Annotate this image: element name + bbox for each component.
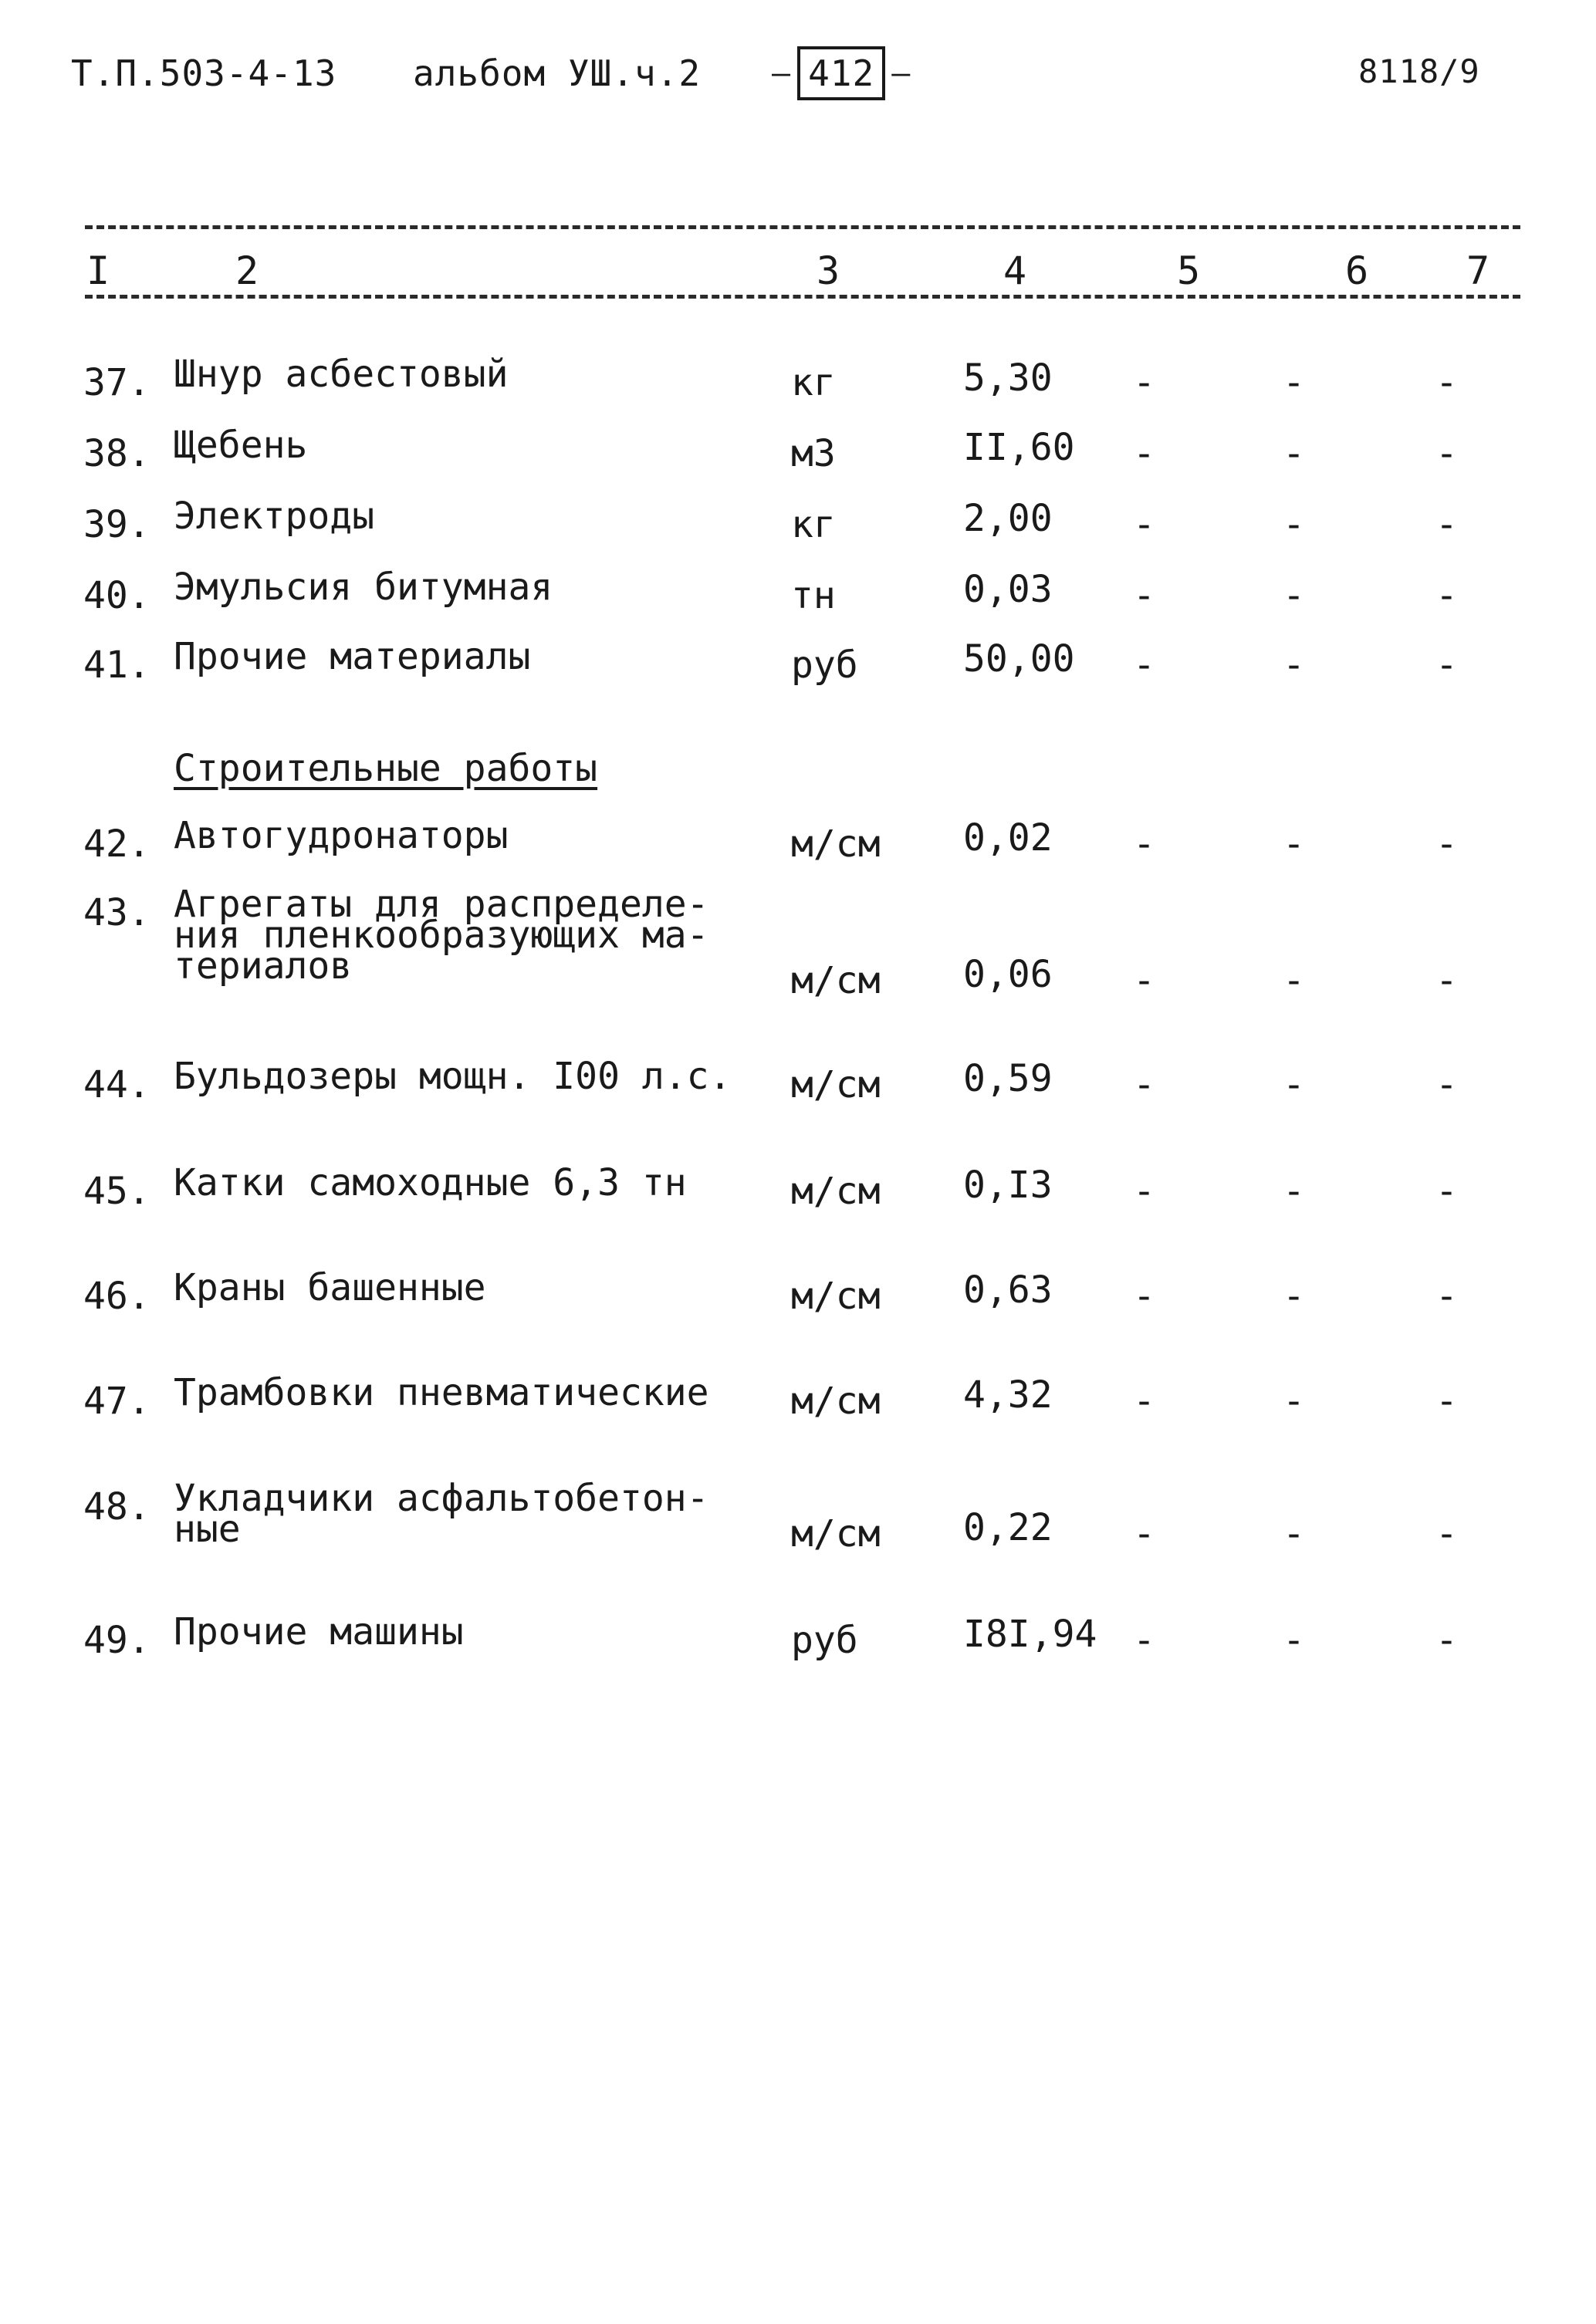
column-number-1: I [86, 248, 110, 293]
row-unit: м/см [791, 1380, 881, 1423]
row-value: II,60 [963, 426, 1075, 469]
row-col7: - [1435, 1170, 1458, 1213]
row-unit: кг [791, 361, 836, 404]
row-number: 40. [83, 574, 150, 617]
row-col5: - [1133, 1380, 1155, 1423]
row-name: Электроды [174, 495, 375, 538]
row-name-line: Укладчики асфальтобетон- [174, 1477, 709, 1520]
row-number: 43. [83, 891, 150, 934]
reference-number: 8118/9 [1358, 52, 1480, 90]
row-unit: м/см [791, 1063, 881, 1106]
row-value: 0,06 [963, 953, 1053, 996]
row-name: Эмульсия битумная [174, 566, 553, 609]
row-number: 46. [83, 1275, 150, 1318]
dash-right: – [891, 56, 911, 91]
row-col6: - [1283, 1380, 1305, 1423]
row-col5: - [1133, 432, 1155, 475]
row-number: 41. [83, 643, 150, 687]
row-col7: - [1435, 959, 1458, 1002]
row-value: 0,03 [963, 568, 1053, 611]
row-col6: - [1283, 503, 1305, 546]
row-name-line: Автогудронаторы [174, 814, 509, 857]
row-name-line: Агрегаты для распределе- [174, 883, 709, 926]
section-heading: Строительные работы [174, 747, 598, 790]
row-col6: - [1283, 823, 1305, 866]
row-col5: - [1133, 1063, 1155, 1106]
row-number: 39. [83, 503, 150, 546]
row-name-line: териалов [174, 944, 353, 988]
row-col6: - [1283, 1275, 1305, 1318]
column-number-2: 2 [235, 248, 259, 293]
row-col7: - [1435, 1275, 1458, 1318]
row-name-line: Краны башенные [174, 1266, 486, 1309]
row-value: I8I,94 [963, 1613, 1097, 1656]
row-col7: - [1435, 574, 1458, 617]
row-col5: - [1133, 574, 1155, 617]
row-name: Шнур асбестовый [174, 353, 509, 396]
row-unit: м/см [791, 1512, 881, 1556]
column-number-7: 7 [1466, 248, 1490, 293]
row-number: 45. [83, 1170, 150, 1213]
row-col7: - [1435, 1619, 1458, 1662]
column-number-6: 6 [1345, 248, 1369, 293]
row-unit: м/см [791, 1170, 881, 1213]
row-col5: - [1133, 1512, 1155, 1556]
row-col7: - [1435, 503, 1458, 546]
row-col5: - [1133, 823, 1155, 866]
row-name-line: Прочие машины [174, 1610, 464, 1653]
row-number: 42. [83, 823, 150, 866]
row-unit: м/см [791, 823, 881, 866]
row-col5: - [1133, 1619, 1155, 1662]
document-code: Т.П.503-4-13 [71, 52, 337, 94]
dash-left: – [772, 56, 792, 91]
column-number-5: 5 [1177, 248, 1201, 293]
row-number: 49. [83, 1619, 150, 1662]
row-unit: тн [791, 574, 836, 617]
row-name-line: ные [174, 1508, 241, 1551]
row-col6: - [1283, 361, 1305, 404]
row-value: 5,30 [963, 356, 1053, 400]
row-col6: - [1283, 574, 1305, 617]
column-number-3: 3 [817, 248, 840, 293]
row-col7: - [1435, 361, 1458, 404]
row-col7: - [1435, 1063, 1458, 1106]
row-col7: - [1435, 1380, 1458, 1423]
row-number: 47. [83, 1380, 150, 1423]
row-number: 44. [83, 1063, 150, 1106]
row-col7: - [1435, 1512, 1458, 1556]
row-name: Щебень [174, 424, 308, 467]
row-number: 37. [83, 361, 150, 404]
row-unit: м/см [791, 1275, 881, 1318]
row-col5: - [1133, 361, 1155, 404]
row-unit: м/см [791, 959, 881, 1002]
column-number-4: 4 [1003, 248, 1027, 293]
row-value: 0,59 [963, 1057, 1053, 1100]
row-name-line: Трамбовки пневматические [174, 1371, 709, 1414]
table-top-rule [85, 225, 1520, 229]
row-unit: м3 [791, 432, 836, 475]
page-number-block [772, 46, 911, 100]
row-value: 50,00 [963, 637, 1075, 681]
row-col5: - [1133, 1275, 1155, 1318]
row-col5: - [1133, 503, 1155, 546]
row-value: 0,I3 [963, 1164, 1053, 1207]
row-value: 0,02 [963, 816, 1053, 860]
row-col7: - [1435, 643, 1458, 687]
row-name: Прочие материалы [174, 635, 531, 678]
row-name-line: Бульдозеры мощн. I00 л.с. [174, 1055, 732, 1098]
row-col6: - [1283, 959, 1305, 1002]
row-col5: - [1133, 1170, 1155, 1213]
row-unit: руб [791, 1619, 858, 1662]
row-col6: - [1283, 1619, 1305, 1662]
row-unit: руб [791, 643, 858, 687]
row-col6: - [1283, 432, 1305, 475]
row-number: 38. [83, 432, 150, 475]
table-header-rule [85, 295, 1520, 299]
row-name-line: ния пленкообразующих ма- [174, 914, 709, 957]
row-value: 2,00 [963, 497, 1053, 540]
row-value: 0,22 [963, 1506, 1053, 1549]
page-number: 412 [797, 46, 885, 100]
row-number: 48. [83, 1485, 150, 1529]
row-col5: - [1133, 959, 1155, 1002]
row-col6: - [1283, 643, 1305, 687]
row-col6: - [1283, 1063, 1305, 1106]
row-col5: - [1133, 643, 1155, 687]
row-col6: - [1283, 1170, 1305, 1213]
row-value: 0,63 [963, 1268, 1053, 1312]
row-unit: кг [791, 503, 836, 546]
row-col6: - [1283, 1512, 1305, 1556]
row-name-line: Катки самоходные 6,3 тн [174, 1161, 687, 1204]
row-col7: - [1435, 432, 1458, 475]
album-label: альбом УШ.ч.2 [413, 52, 702, 94]
row-col7: - [1435, 823, 1458, 866]
row-value: 4,32 [963, 1373, 1053, 1417]
